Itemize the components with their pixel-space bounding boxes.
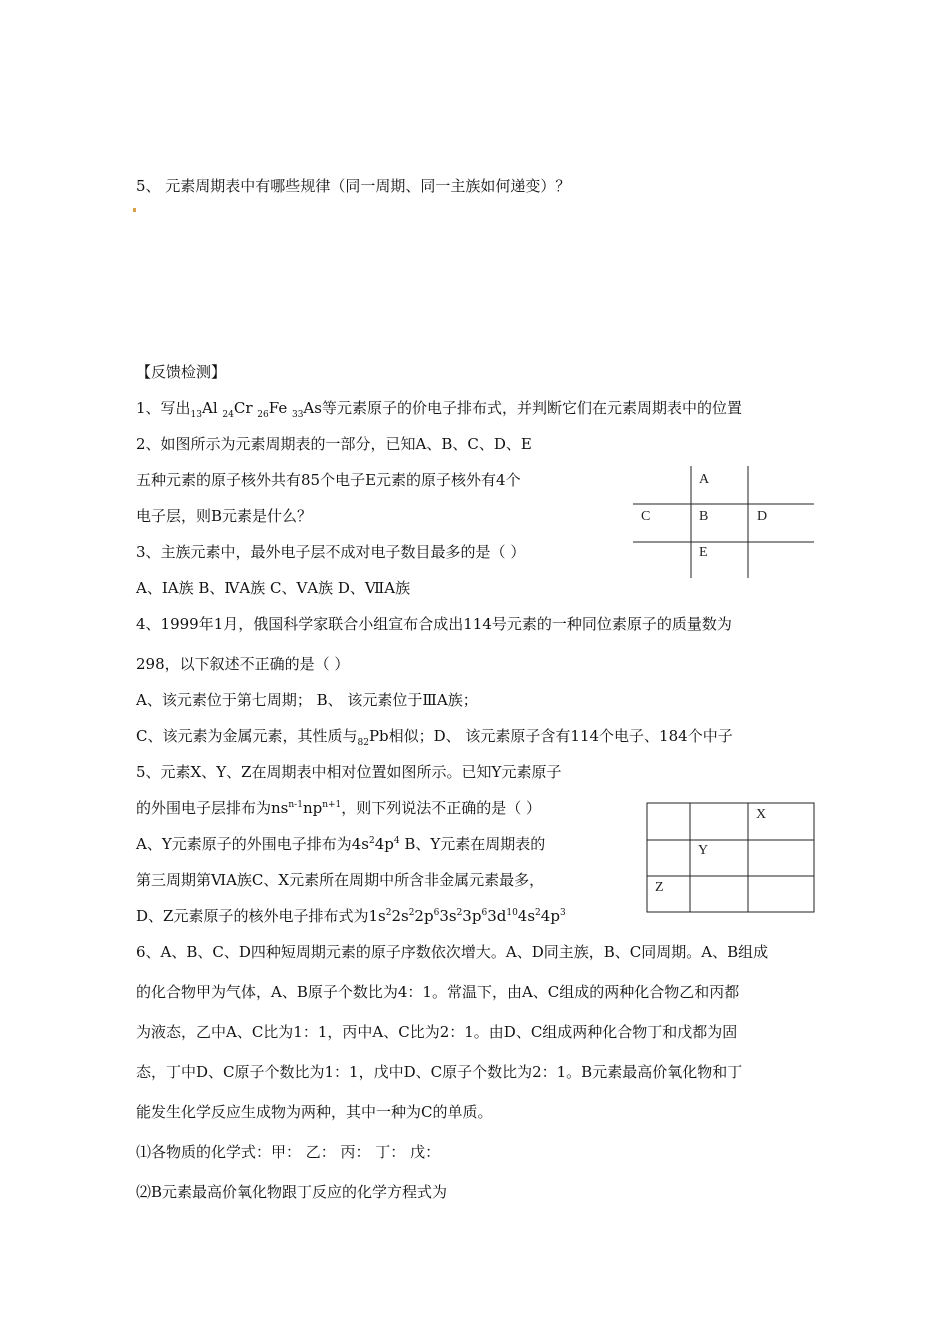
cell-a: A	[699, 472, 710, 487]
section-heading: 【反馈检测】	[136, 363, 227, 381]
feedback-q6-part2: ⑵B元素最高价氧化物跟丁反应的化学方程式为	[136, 1183, 448, 1201]
feedback-q2-line3: 电子层，则B元素是什么？	[136, 507, 313, 525]
feedback-q6-line2: 的化合物甲为气体，A、B原子个数比为4：1。常温下，由A、C组成的两种化合物乙和丙都	[136, 983, 740, 1001]
feedback-q4-line1: 4、1999年1月，俄国科学家联合小组宣布合成出114号元素的一种同位素原子的质量数为	[136, 615, 732, 633]
feedback-q6-line1: 6、A、B、C、D四种短周期元素的原子序数依次增大。A、D同主族，B、C同周期。A、B组成	[136, 943, 769, 961]
feedback-q2-line1: 2、如图所示为元素周期表的一部分，已知A、B、C、D、E	[136, 435, 532, 453]
feedback-q3-line1: 3、主族元素中，最外电子层不成对电子数目最多的是（ ）	[136, 543, 526, 561]
feedback-q4-option-cd: C、该元素为金属元素，其性质与$_{82}$Pb相似；D、 该元素原子含有114个电子、184个中子	[136, 727, 733, 748]
feedback-q6-line5: 能发生化学反应生成物为两种，其中一种为C的单质。	[136, 1103, 493, 1121]
feedback-q5-line1: 5、元素X、Y、Z在周期表中相对位置如图所示。已知Y元素原子	[136, 763, 562, 781]
cell-x: X	[756, 807, 767, 822]
feedback-q6-line4: 态，丁中D、C原子个数比为1：1，戊中D、C原子个数比为2：1。B元素最高价氧化物和丁	[136, 1063, 743, 1081]
feedback-q5-line4: 第三周期第ⅥA族C、X元素所在周期中所含非金属元素最多，	[136, 871, 545, 889]
feedback-q4-line2: 298，以下叙述不正确的是（ ）	[136, 655, 350, 673]
feedback-q6-line3: 为液态，乙中A、C比为1：1，丙中A、C比为2：1。由D、C组成两种化合物丁和戊都为固	[136, 1023, 738, 1041]
question-5-top: 5、 元素周期表中有哪些规律（同一周期、同一主族如何递变）？	[136, 177, 571, 195]
grid2-border	[647, 803, 814, 912]
feedback-q5-line3: A、Y元素原子的外围电子排布为$4s^24p^4$ B、Y元素在周期表的	[136, 835, 546, 853]
stray-mark	[133, 208, 136, 212]
cell-y: Y	[698, 843, 709, 858]
cell-e: E	[699, 545, 708, 560]
feedback-q5-line2: 的外围电子层排布为$ns^{n-1}np^{n+1}$，则下列说法不正确的是（ ）	[136, 799, 542, 817]
cell-b: B	[699, 509, 709, 524]
periodic-table-fragment-xyz	[646, 802, 816, 914]
feedback-q5-line5: D、Z元素原子的核外电子排布式为$1s^22s^22p^63s^23p^63d^{10}4s^24p^3$	[136, 907, 566, 925]
feedback-q4-option-ab: A、该元素位于第七周期； B、 该元素位于ⅢA族；	[136, 691, 478, 709]
cell-z: Z	[655, 880, 664, 895]
feedback-q1: 1、写出$_{13}$Al $_{24}$Cr $_{26}$Fe $_{33}$As等元素原子的价电子排布式，并判断它们在元素周期表中的位置	[136, 399, 742, 420]
periodic-table-fragment-abcde	[630, 466, 816, 580]
feedback-q2-line2: 五种元素的原子核外共有85个电子E元素的原子核外有4个	[136, 471, 521, 489]
cell-c: C	[641, 509, 651, 524]
feedback-q6-part1: ⑴各物质的化学式：甲： 乙： 丙： 丁： 戊：	[136, 1143, 441, 1161]
cell-d: D	[757, 509, 768, 524]
feedback-q3-options: A、ⅠA族 B、ⅣA族 C、ⅤA族 D、ⅦA族	[136, 579, 411, 597]
